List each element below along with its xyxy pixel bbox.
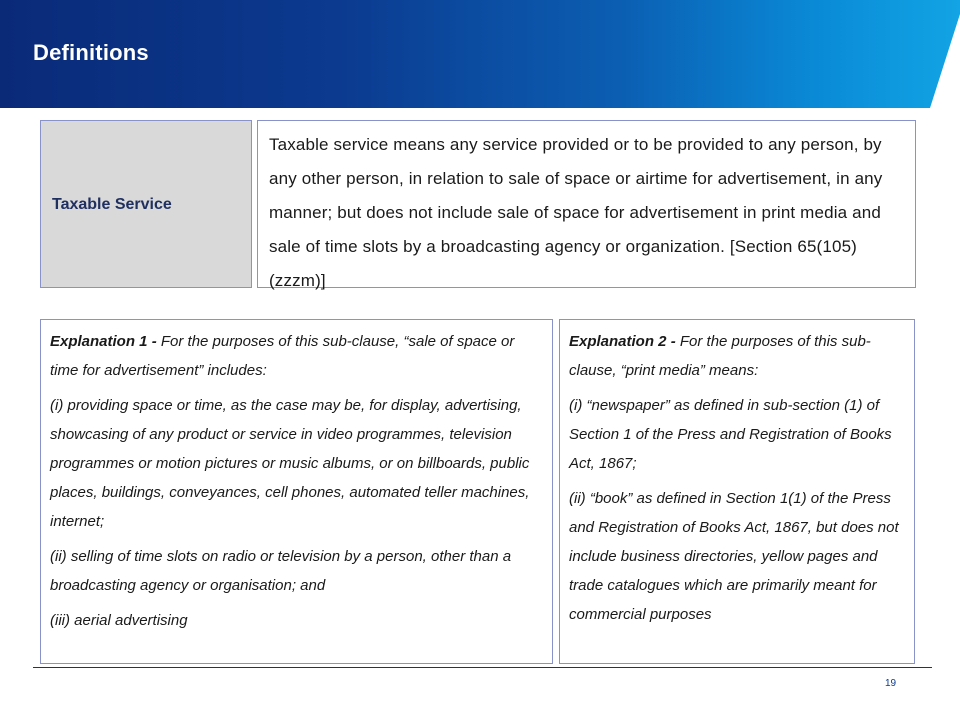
definition-text: Taxable service means any service provided or to be provided to any person, by any other person, in relation to sale of space or airtime for advertisement, in any manner; but does not include sale of space for advertisement in print media and sale of time slots by a broadcasting agency or organization. [Section 65(105)(zzzm)]: [269, 135, 883, 290]
page-number: 19: [885, 678, 897, 689]
term-label: Taxable Service: [52, 196, 172, 213]
footer-divider: [33, 667, 932, 668]
explanation-2-item: (ii) “book” as defined in Section 1(1) of the Press and Registration of Books Act, 1867, but does not include business directories, yellow pages and trade catalogues which are primarily meant for commercial purposes: [569, 490, 899, 623]
explanation-2-intro-text: For the purposes of this sub-clause, “print media” means:: [569, 333, 871, 379]
explanation-2-lead: Explanation 2 -: [569, 333, 676, 350]
explanation-1-item: (ii) selling of time slots on radio or television by a person, other than a broadcasting agency or organisation; and: [50, 548, 512, 594]
explanation-1-intro-text: For the purposes of this sub-clause, “sale of space or time for advertisement” includes:: [50, 333, 515, 379]
page-title: Definitions: [33, 40, 149, 65]
explanation-2-intro: [569, 327, 908, 385]
term-box: [40, 120, 252, 288]
explanation-1-intro: [50, 327, 546, 385]
definition-box: [257, 120, 916, 288]
explanation-1-item: (i) providing space or time, as the case may be, for display, advertising, showcasing of any product or service in video programmes, television programmes or motion pictures or music albums, or on billboards, public places, buildings, conveyances, cell phones, automated teller machines, internet;: [50, 397, 530, 530]
explanation-1-item: (iii) aerial advertising: [50, 612, 188, 629]
explanation-1-lead: Explanation 1 -: [50, 333, 157, 350]
explanation-2-box: [559, 319, 915, 664]
explanation-2-item: (i) “newspaper” as defined in sub-section (1) of Section 1 of the Press and Registration of Books Act, 1867;: [569, 397, 892, 472]
explanation-1-box: [40, 319, 553, 664]
